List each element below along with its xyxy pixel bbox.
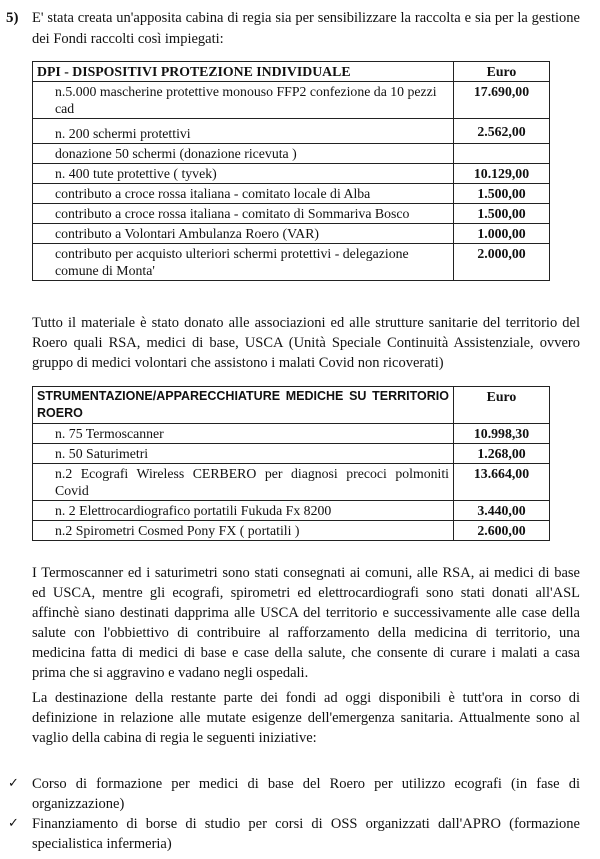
row-amount: 10.998,30 <box>454 424 550 444</box>
row-desc: contributo per acquisto ulteriori schermi protettivi - delegazione comune di Monta' <box>33 244 454 281</box>
list-item-text: Finanziamento di borse di studio per corsi di OSS organizzati dall'APRO (formazione specialistica infermeria) <box>32 816 580 852</box>
equipment-header: STRUMENTAZIONE/APPARECCHIATURE MEDICHE SU TERRITORIO ROERO <box>33 387 454 424</box>
row-desc: n. 200 schermi protettivi <box>33 119 454 144</box>
list-item <box>8 774 580 814</box>
row-desc: contributo a croce rossa italiana - comitato di Sommariva Bosco <box>33 204 454 224</box>
section-number: 5) <box>6 10 19 26</box>
row-amount: 2.562,00 <box>454 119 550 144</box>
table-row <box>33 444 550 464</box>
row-desc: n.2 Ecografi Wireless CERBERO per diagnosi precoci polmoniti Covid <box>33 464 454 501</box>
remaining-funds-paragraph: La destinazione della restante parte dei fondi ad oggi disponibili è tutt'ora in corso di definizione in relazione alle mutate esigenze dell'emergenza sanitaria. Attualmente sono al vaglio della cabina di regia le seguenti iniziative: <box>32 690 580 746</box>
table-header-row <box>33 387 550 424</box>
row-amount: 13.664,00 <box>454 464 550 501</box>
row-amount: 1.000,00 <box>454 224 550 244</box>
table-row <box>33 144 550 164</box>
table-row <box>33 501 550 521</box>
row-amount: 2.000,00 <box>454 244 550 281</box>
list-item-text: Corso di formazione per medici di base del Roero per utilizzo ecografi (in fase di organizzazione) <box>32 776 580 812</box>
row-amount: 1.500,00 <box>454 184 550 204</box>
materials-paragraph: Tutto il materiale è stato donato alle associazioni ed alle strutture sanitarie del territorio del Roero quali RSA, medici di base, USCA (Unità Speciale Continuità Assistenziale, ovvero gruppo di medici volontari che assistono i malati Covid non ricoverati) <box>32 315 580 371</box>
row-amount: 17.690,00 <box>454 82 550 119</box>
table-row <box>33 424 550 444</box>
dpi-header: DPI - DISPOSITIVI PROTEZIONE INDIVIDUALE <box>33 62 454 82</box>
table-row <box>33 184 550 204</box>
row-amount: 3.440,00 <box>454 501 550 521</box>
row-amount: 1.268,00 <box>454 444 550 464</box>
row-desc: n. 75 Termoscanner <box>33 424 454 444</box>
equipment-table <box>32 386 550 541</box>
row-amount: 1.500,00 <box>454 204 550 224</box>
checkmark-icon: ✓ <box>8 816 19 831</box>
row-amount: 10.129,00 <box>454 164 550 184</box>
dpi-table <box>32 61 550 281</box>
table-header-row <box>33 62 550 82</box>
table-row <box>33 164 550 184</box>
table-row <box>33 521 550 541</box>
table-row <box>33 204 550 224</box>
row-desc: donazione 50 schermi (donazione ricevuta ) <box>33 144 454 164</box>
row-desc: n. 50 Saturimetri <box>33 444 454 464</box>
distribution-paragraph: I Termoscanner ed i saturimetri sono stati consegnati ai comuni, alle RSA, ai medici di base ed USCA, mentre gli ecografi, spirometri ed elettrocardiografi sono stati donati all'ASL affinchè siano destinati dapprima alle USCA del territorio e successivamente alle case della salute con l'obbiettivo di contribuire al rafforzamento della medicina di territorio, una medicina fatta di medici di base e case della salute, che consente di curare i malati a casa prima che si aggravino e vadano negli ospedali. <box>32 565 580 681</box>
table-row <box>33 464 550 501</box>
equipment-header-amount: Euro <box>454 387 550 424</box>
list-item <box>8 814 580 854</box>
intro-paragraph: E' stata creata un'apposita cabina di regia sia per sensibilizzare la raccolta e sia per la gestione dei Fondi raccolti così impiegati: <box>32 10 580 47</box>
row-desc: contributo a croce rossa italiana - comitato locale di Alba <box>33 184 454 204</box>
row-amount <box>454 144 550 164</box>
row-desc: n. 2 Elettrocardiografico portatili Fukuda Fx 8200 <box>33 501 454 521</box>
table-row <box>33 224 550 244</box>
row-desc: contributo a Volontari Ambulanza Roero (VAR) <box>33 224 454 244</box>
row-amount: 2.600,00 <box>454 521 550 541</box>
table-row <box>33 119 550 144</box>
dpi-header-amount: Euro <box>454 62 550 82</box>
row-desc: n. 400 tute protettive ( tyvek) <box>33 164 454 184</box>
table-row <box>33 82 550 119</box>
checkmark-icon: ✓ <box>8 776 19 791</box>
row-desc: n.5.000 mascherine protettive monouso FFP2 confezione da 10 pezzi cad <box>33 82 454 119</box>
table-row <box>33 244 550 281</box>
row-desc: n.2 Spirometri Cosmed Pony FX ( portatili ) <box>33 521 454 541</box>
